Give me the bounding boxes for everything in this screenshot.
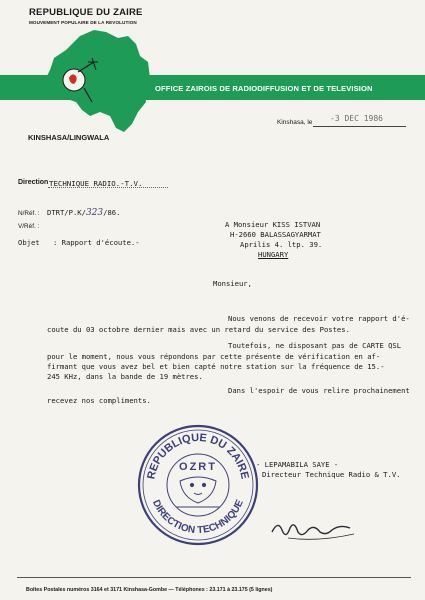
date-label: Kinshasa, le: [277, 119, 313, 126]
handwritten-signature: [268, 514, 358, 544]
nref-prefix: DTRT/P.K/: [47, 208, 86, 217]
movement-subtitle: MOUVEMENT POPULAIRE DE LA REVOLUTION: [29, 20, 137, 25]
paragraph-1-line: coute du 03 octobre dernier mais avec un retard du service des Postes.: [47, 325, 350, 334]
paragraph-2-line: Toutefois, ne disposant pas de CARTE QSL: [228, 341, 402, 350]
nref-value: [47, 208, 120, 218]
paragraph-2-line: 245 KHz, dans la bande de 19 mètres.: [47, 372, 203, 381]
vref-label: V/Réf. :: [18, 223, 40, 230]
recipient-line: Aprilis 4. ltp. 39.: [240, 240, 323, 249]
paragraph-1-line: Nous venons de recevoir votre rapport d'é-: [228, 314, 410, 323]
paragraph-2-line: firmant que vous avez bel et bien capté notre station sur la fréquence de 15.-: [47, 362, 385, 371]
leopard-crest-icon: [176, 477, 220, 507]
direction-label: Direction: [18, 179, 49, 186]
subject-label: Objet: [18, 238, 40, 247]
nref-suffix: /86.: [103, 208, 121, 217]
country-map-shape: [36, 30, 150, 132]
paragraph-3-line: Dans l'espoir de vous relire prochainement: [228, 386, 410, 395]
paragraph-2-line: pour le moment, nous vous répondons par cette présente de vérification en af-: [47, 352, 381, 361]
paragraph-3-line: recevez nos compliments.: [47, 396, 151, 405]
recipient-line: H-2660 BALASSAGYARMAT: [230, 230, 321, 239]
date-stamp: -3 DEC 1986: [330, 114, 383, 123]
official-stamp: [136, 423, 260, 547]
stamp-center-text: OZRT: [179, 461, 217, 473]
nref-number: 323: [85, 208, 104, 218]
signatory-name: - LEPAMABILA SAYE -: [256, 460, 339, 469]
salutation: Monsieur,: [213, 279, 252, 288]
recipient-country: HUNGARY: [258, 250, 289, 259]
office-name: OFFICE ZAIROIS DE RADIODIFFUSION ET DE TELEVISION: [155, 84, 373, 93]
city-label: KINSHASA/LINGWALA: [28, 133, 110, 142]
footer-rule: [17, 577, 411, 578]
country-title: REPUBLIQUE DU ZAIRE: [29, 7, 143, 18]
zaire-map-logo: [36, 28, 154, 136]
nref-label: N/Réf. :: [18, 210, 40, 217]
stamp-bottom-text: DIRECTION TECHNIQUE: [150, 498, 246, 537]
direction-underline: [48, 187, 168, 188]
subject-value: : Rapport d'écoute.-: [53, 238, 140, 247]
recipient-line: A Monsieur KISS ISTVAN: [225, 220, 321, 229]
footer-contact: Boîtes Postales numéros 3164 et 3171 Kinshasa-Gombe — Téléphones : 23.171 à 23.175 (5 lignes): [26, 587, 273, 593]
date-underline: [313, 126, 406, 127]
signatory-title: Directeur Technique Radio & T.V.: [262, 470, 401, 479]
stamp-top-text: REPUBLIQUE DU ZAIRE: [145, 431, 251, 481]
direction-value: TECHNIQUE RADIO.-T.V.: [49, 179, 143, 188]
